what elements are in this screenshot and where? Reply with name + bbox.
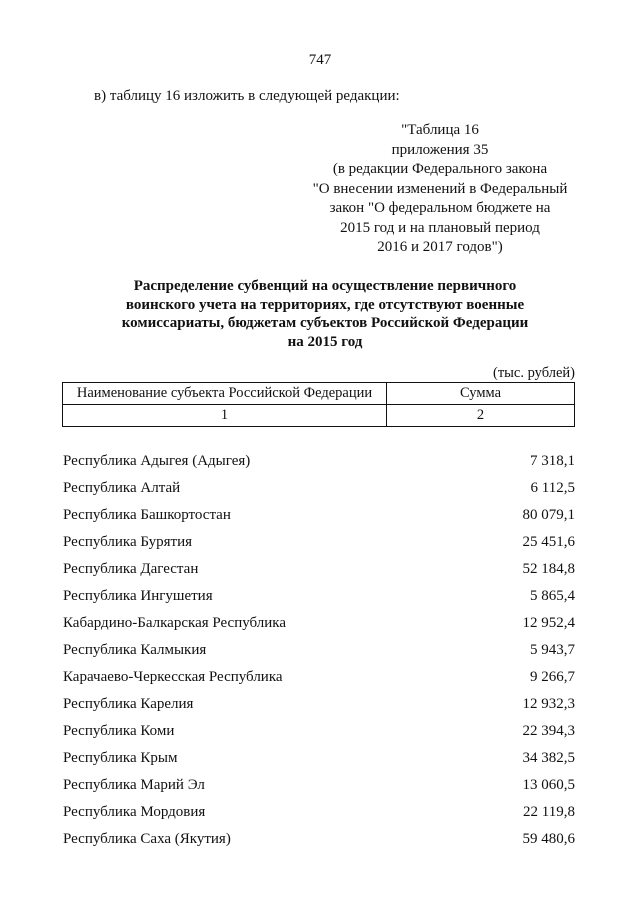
amount: 13 060,5 [522, 777, 575, 793]
region-name: Республика Башкортостан [63, 507, 231, 523]
table-row [63, 829, 575, 856]
document-title [70, 277, 580, 351]
table-row [63, 478, 575, 505]
amount: 59 480,6 [522, 831, 575, 847]
amount: 22 394,3 [522, 723, 575, 739]
column-number-row [63, 405, 575, 427]
note-line: 2015 год и на плановый период [340, 219, 540, 236]
table-row [63, 721, 575, 748]
intro-text: в) таблицу 16 изложить в следующей редакции: [94, 88, 400, 104]
region-name: Республика Крым [63, 750, 178, 766]
table-header [62, 382, 575, 427]
header-row [63, 383, 575, 405]
amount: 9 266,7 [530, 669, 575, 685]
table-row [63, 586, 575, 613]
region-name: Республика Адыгея (Адыгея) [63, 453, 251, 469]
column-number: 1 [63, 405, 387, 427]
region-name: Республика Карелия [63, 696, 194, 712]
table-row [63, 694, 575, 721]
note-line: "Таблица 16 [401, 122, 479, 138]
table-body [63, 451, 575, 856]
table-row [63, 748, 575, 775]
amount: 5 943,7 [530, 642, 575, 658]
title-line: воинского учета на территориях, где отсутствуют военные [125, 296, 525, 313]
region-name: Республика Бурятия [63, 534, 193, 550]
region-name: Республика Саха (Якутия) [63, 831, 231, 847]
column-number: 2 [387, 405, 575, 427]
note-line: закон "О федеральном бюджете на [329, 200, 551, 216]
amount: 25 451,6 [522, 534, 575, 550]
table-row [63, 667, 575, 694]
table-row [63, 559, 575, 586]
amount: 12 952,4 [522, 615, 575, 631]
amount: 5 865,4 [530, 588, 575, 604]
title-line: комиссариаты, бюджетам субъектов Российской Федерации [121, 315, 529, 331]
note-line: (в редакции Федерального закона [332, 161, 548, 177]
table-row [63, 505, 575, 532]
region-name: Карачаево-Черкесская Республика [63, 669, 283, 685]
region-name: Кабардино-Балкарская Республика [63, 615, 287, 631]
region-name: Республика Калмыкия [63, 642, 207, 658]
region-name: Республика Алтай [63, 480, 181, 496]
title-line: на 2015 год [287, 333, 363, 350]
region-name: Республика Дагестан [63, 561, 199, 577]
amount: 52 184,8 [522, 561, 575, 577]
note-line: приложения 35 [391, 141, 489, 158]
title-line: Распределение субвенций на осуществление первичного [133, 278, 517, 294]
table-row [63, 532, 575, 559]
column-header-sum: Сумма [387, 383, 575, 405]
note-line: 2016 и 2017 годов") [377, 239, 503, 255]
table-reference-note [300, 121, 580, 258]
table-row [63, 802, 575, 829]
region-name: Республика Мордовия [63, 804, 206, 820]
region-name: Республика Ингушетия [63, 588, 213, 604]
table-row [63, 640, 575, 667]
region-name: Республика Марий Эл [63, 777, 205, 793]
table-row [63, 775, 575, 802]
amount: 22 119,8 [523, 804, 575, 820]
amount: 12 932,3 [522, 696, 575, 712]
unit-label: (тыс. рублей) [493, 365, 575, 381]
amount: 6 112,5 [530, 480, 575, 496]
amount: 80 079,1 [522, 507, 575, 523]
region-name: Республика Коми [63, 723, 175, 739]
table-row [63, 451, 575, 478]
page-number: 747 [308, 52, 332, 68]
amount: 34 382,5 [522, 750, 575, 766]
table-row [63, 613, 575, 640]
column-header-name: Наименование субъекта Российской Федерации [63, 383, 387, 405]
amount: 7 318,1 [530, 453, 575, 469]
note-line: "О внесении изменений в Федеральный [312, 180, 568, 197]
